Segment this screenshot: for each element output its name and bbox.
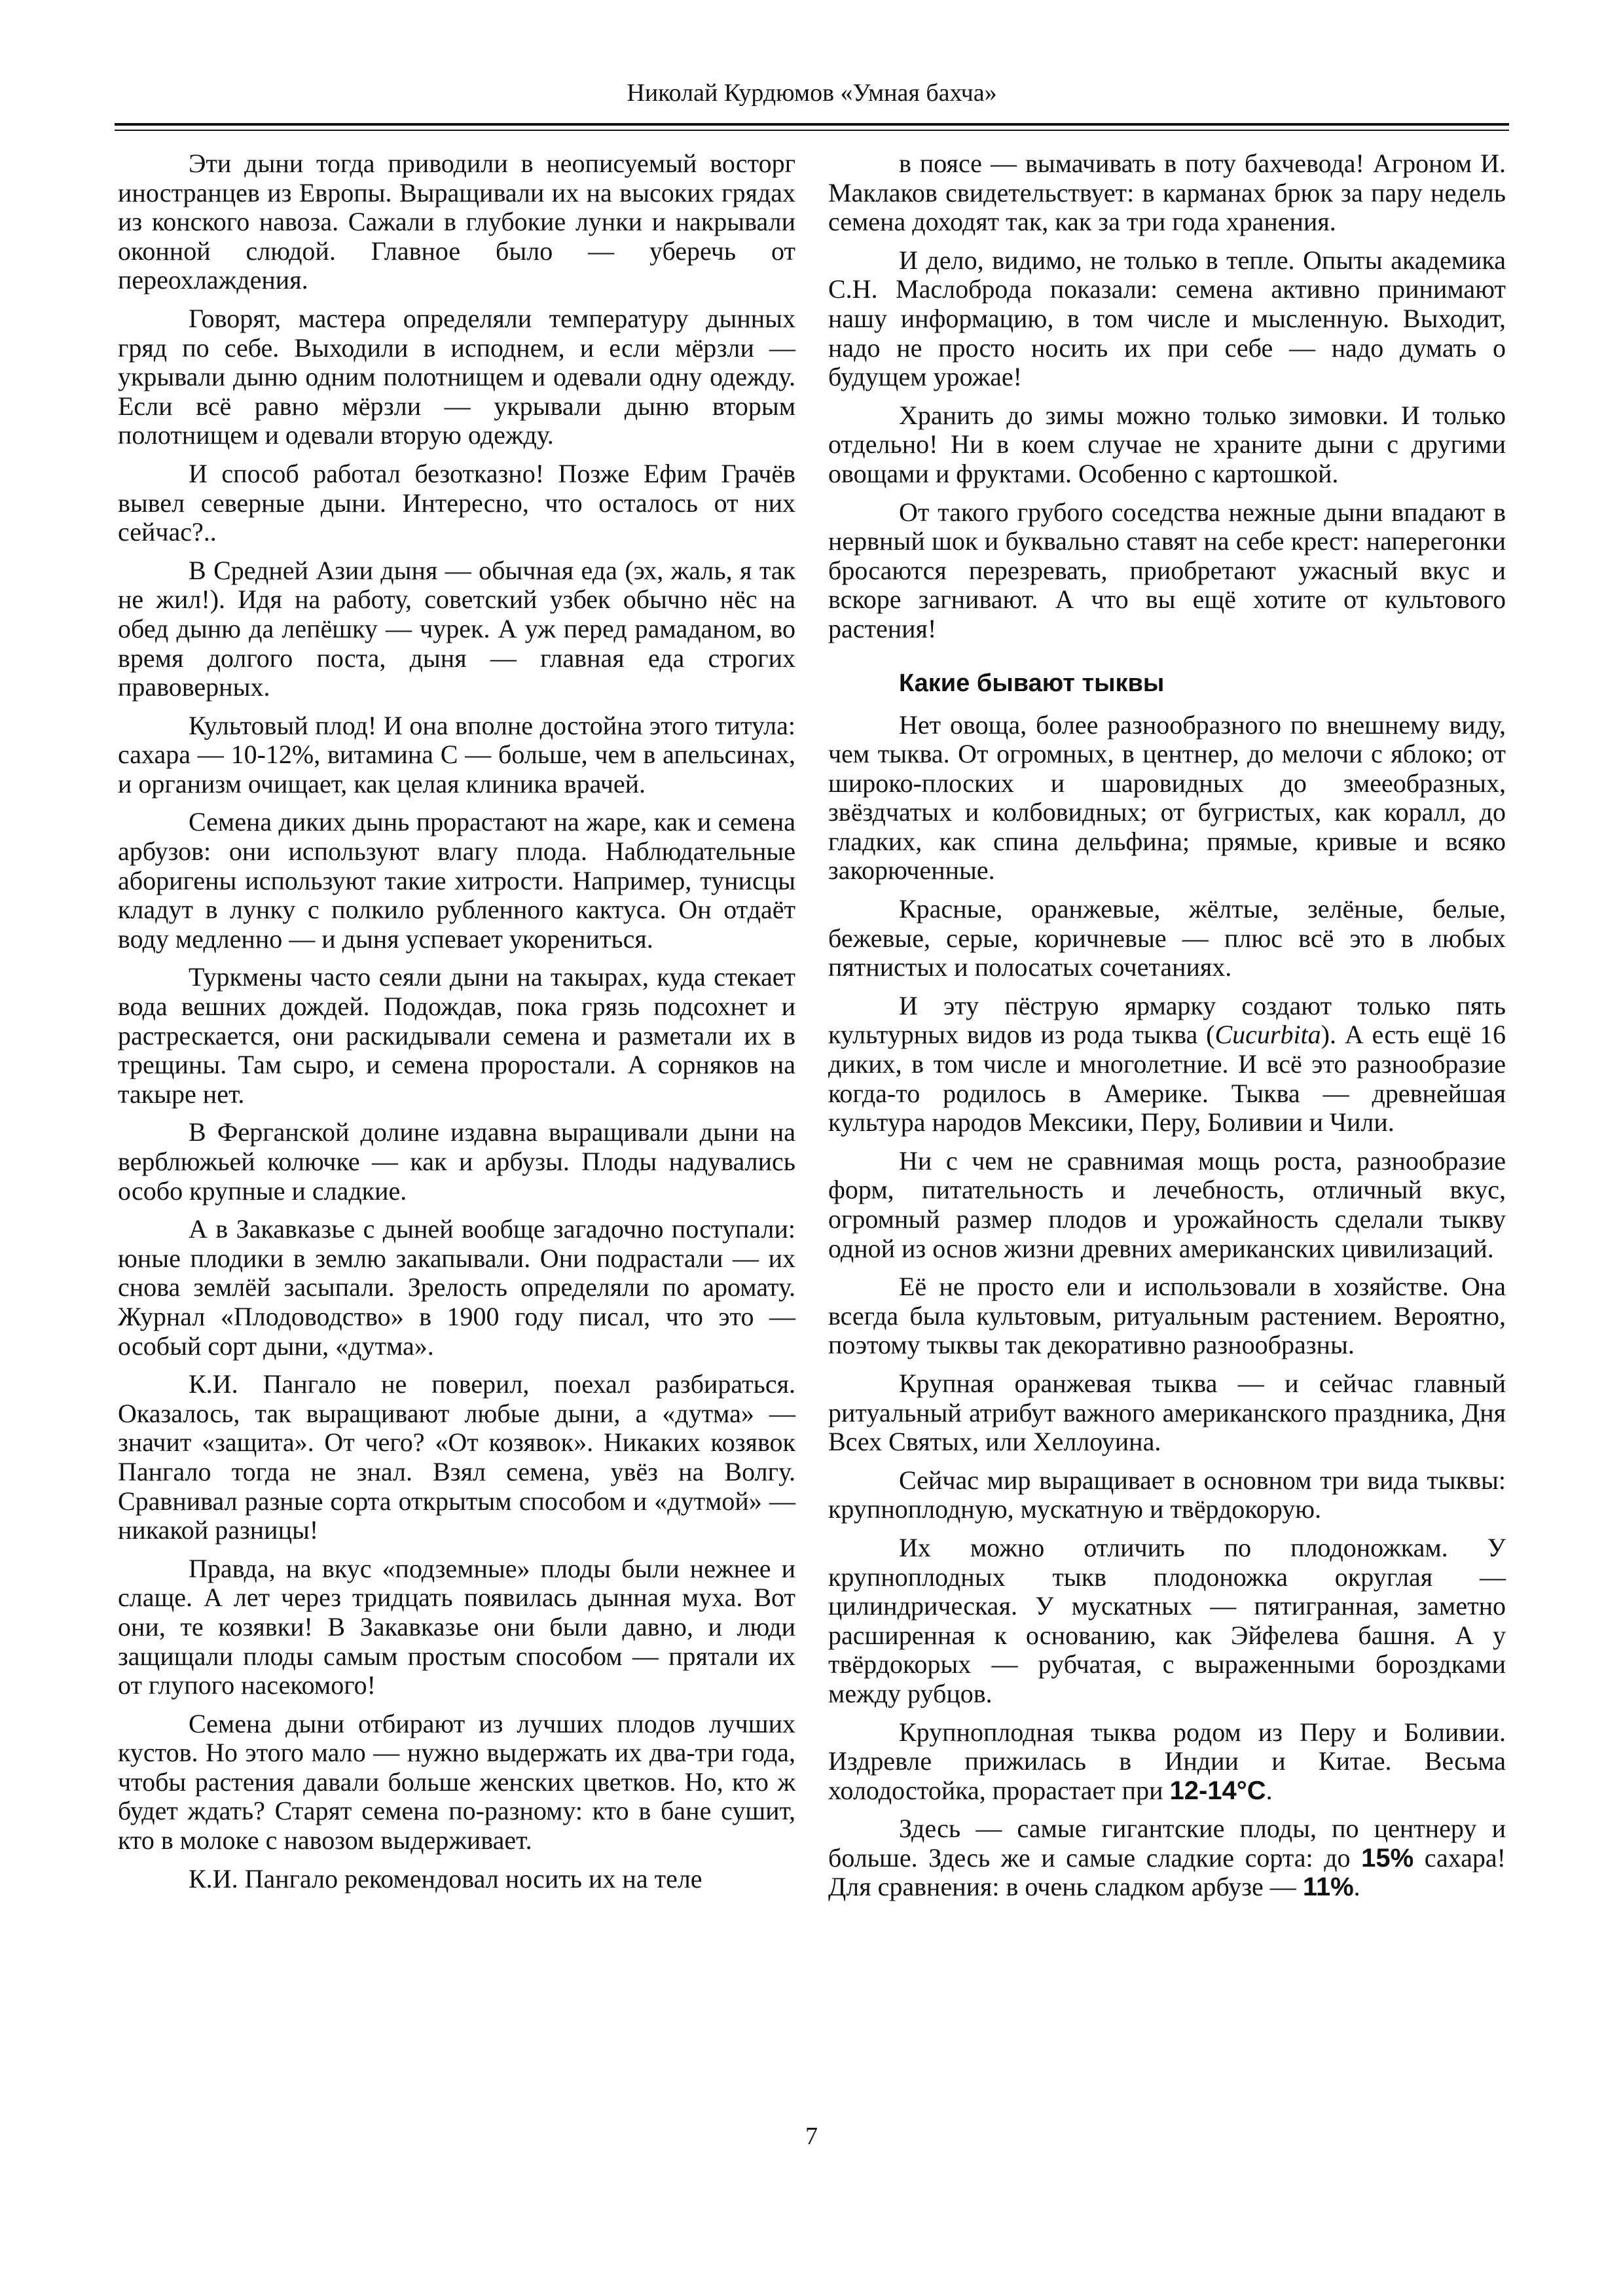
text-span: ). А есть ещё 16 диких, в том числе и многолетние. И всё это разнообразие когда-то родилось в Америке. Тыква — древнейшая культура народов Мексики, Перу, Боливии и Чили. — [828, 1020, 1506, 1138]
paragraph: В Средней Азии дыня — обычная еда (эх, жаль, я так не жил!). Идя на работу, советский узбек обычно нёс на обед дыню да лепёшку — чурек. А уж перед рамаданом, во время долгого поста, дыня — главная еда строгих правоверных. — [118, 555, 795, 702]
text-span: И эту пёструю ярмарку создают только пять культурных видов из рода тыква ( — [828, 990, 1506, 1050]
left-column — [118, 149, 795, 1903]
paragraph-cucurbita — [828, 992, 1506, 1138]
page-number: 7 — [805, 2123, 818, 2150]
sugar-value-pumpkin: 15% — [1361, 1843, 1414, 1873]
latin-name: Cucurbita — [1214, 1020, 1321, 1050]
paragraph: Правда, на вкус «подземные» плоды были нежнее и слаще. А лет через тридцать появилась дынная муха. Вот они, те козявки! В Закавказье они были давно, и люди защищали плоды самым простым способом — прятали их от глупого насекомого! — [118, 1553, 795, 1700]
paragraph: К.И. Пангало рекомендовал носить их на теле — [189, 1863, 702, 1893]
text-span: Крупноплодная тыква родом из Перу и Боливии. Издревле прижилась в Индии и Китае. Весьма холодостойка, прорастает при — [828, 1717, 1506, 1805]
paragraph-temperature — [828, 1718, 1506, 1806]
paragraph: Туркмены часто сеяли дыни на такырах, куда стекает вода вешних дождей. Подождав, пока грязь подсохнет и растрескается, они раскидывали семена и разметали их в трещины. Там сыро, и семена проростали. А сорняков на такыре нет. — [118, 962, 795, 1109]
right-column — [828, 149, 1506, 1911]
paragraph: От такого грубого соседства нежные дыни впадают в нервный шок и буквально ставят на себе крест: наперегонки бросаются перезревать, приобретают ужасный вкус и вскоре загнивают. А что вы ещё хотите от культового растения! — [828, 497, 1506, 643]
paragraph: Семена диких дынь прорастают на жаре, как и семена арбузов: они используют влагу плода. Наблюдательные аборигены используют такие хитрости. Например, тунисцы кладут в лунку с полкило рубленного кактуса. Он отдаёт воду медленно — и дыня успевает укорениться. — [118, 807, 795, 954]
paragraph: И способ работал безотказно! Позже Ефим Грачёв вывел северные дыни. Интересно, что осталось от них сейчас?.. — [118, 458, 795, 547]
text-span: . — [1266, 1775, 1273, 1805]
section-heading: Какие бывают тыквы — [899, 669, 1165, 697]
sugar-value-watermelon: 11% — [1302, 1873, 1354, 1902]
paragraph: Семена дыни отбирают из лучших плодов лучших кустов. Но этого мало — нужно выдержать их два-три года, чтобы растения давали больше женских цветков. Но, кто ж будет ждать? Старят семена по-разному: кто в бане сушит, кто в молоке с навозом выдерживает. — [118, 1708, 795, 1856]
paragraph: Крупная оранжевая тыква — и сейчас главный ритуальный атрибут важного американского праздника, Дня Всех Святых, или Хеллоуина. — [828, 1368, 1506, 1457]
paragraph: Эти дыни тогда приводили в неописуемый восторг иностранцев из Европы. Выращивали их на высоких грядах из конского навоза. Сажали в глубокие лунки и накрывали оконной слюдой. Главное было — уберечь от переохлаждения. — [118, 149, 795, 295]
paragraph: Ни с чем не сравнимая мощь роста, разнообразие форм, питательность и лечебность, отличный вкус, огромный размер плодов и урожайность сделали тыкву одной из основ жизни древних американских цивилизаций. — [828, 1145, 1506, 1263]
header-rule-thick — [115, 123, 1509, 126]
paragraph: Её не просто ели и использовали в хозяйстве. Она всегда была культовым, ритуальным растением. Вероятно, поэтому тыквы так декоративно разнообразны. — [828, 1272, 1506, 1360]
paragraph: в поясе — вымачивать в поту бахчевода! Агроном И. Маклаков свидетельствует: в карманах брюк за пару недель семена доходят так, как за три года хранения. — [828, 149, 1506, 237]
paragraph: К.И. Пангало не поверил, поехал разбираться. Оказалось, так выращивают любые дыни, а «дутма» — значит «защита». От чего? «От козявок». Никаких козявок Пангало тогда не знал. Взял семена, увёз на Волгу. Сравнивал разные сорта открытым способом и «дутмой» — никакой разницы! — [118, 1369, 795, 1545]
paragraph: Нет овоща, более разнообразного по внешнему виду, чем тыква. От огромных, в центнер, до мелочи с яблоко; от широко-плоских и шаровидных до змееобразных, звёздчатых и колбовидных; от бугристых, как коралл, до гладких, как спина дельфина; прямые, кривые и всяко закорюченные. — [828, 709, 1506, 886]
paragraph: Красные, оранжевые, жёлтые, зелёные, белые, бежевые, серые, коричневые — плюс всё это в любых пятнистых и полосатых сочетаниях. — [828, 894, 1506, 982]
temperature-value: 12-14°C — [1169, 1776, 1266, 1805]
paragraph: В Ферганской долине издавна выращивали дыни на верблюжьей колючке — как и арбузы. Плоды надувались особо крупные и сладкие. — [118, 1117, 795, 1206]
paragraph-sugar — [828, 1814, 1506, 1902]
paragraph: Культовый плод! И она вполне достойна этого титула: сахара — 10-12%, витамина С — больше, чем в апельсинах, и организм очищает, как целая клиника врачей. — [118, 710, 795, 798]
paragraph: Хранить до зимы можно только зимовки. И только отдельно! Ни в коем случае не храните дыни с другими овощами и фруктами. Особенно с картошкой. — [828, 400, 1506, 488]
header-rule-thin — [115, 130, 1509, 131]
text-span: Здесь — самые гигантские плоды, по центнеру и больше. Здесь же и самые сладкие сорта: до — [828, 1814, 1506, 1873]
paragraph: Их можно отличить по плодоножкам. У крупноплодных тыкв плодоножка округлая — цилиндрическая. У мускатных — пятигранная, заметно расширенная к основанию, как Эйфелева башня. А у твёрдокорых — рубчатая, с выраженными бороздками между рубцов. — [828, 1532, 1506, 1708]
paragraph: Говорят, мастера определяли температуру дынных гряд по себе. Выходили в исподнем, и если мёрзли — укрывали дыню одним полотнищем и одевали одну одежду. Если всё равно мёрзли — укрывали дыню вторым полотнищем и одевали вторую одежду. — [118, 303, 795, 450]
paragraph: И дело, видимо, не только в тепле. Опыты академика С.Н. Маслоброда показали: семена активно принимают нашу информацию, в том числе и мысленную. Выходит, надо не просто носить их при себе — надо думать о будущем урожае! — [828, 245, 1506, 392]
text-span: . — [1353, 1872, 1360, 1902]
running-header: Николай Курдюмов «Умная бахча» — [627, 79, 997, 107]
text-span: сахара! Для сравнения: в очень сладком арбузе — — [828, 1842, 1506, 1902]
paragraph: Сейчас мир выращивает в основном три вида тыквы: крупноплодную, мускатную и твёрдокорую. — [828, 1465, 1506, 1524]
paragraph: А в Закавказье с дыней вообще загадочно поступали: юные плодики в землю закапывали. Они подрастали — их снова землёй засыпали. Зрелость определяли по аромату. Журнал «Плодоводство» в 1900 году писал, что это — особый сорт дыни, «дутма». — [118, 1214, 795, 1361]
